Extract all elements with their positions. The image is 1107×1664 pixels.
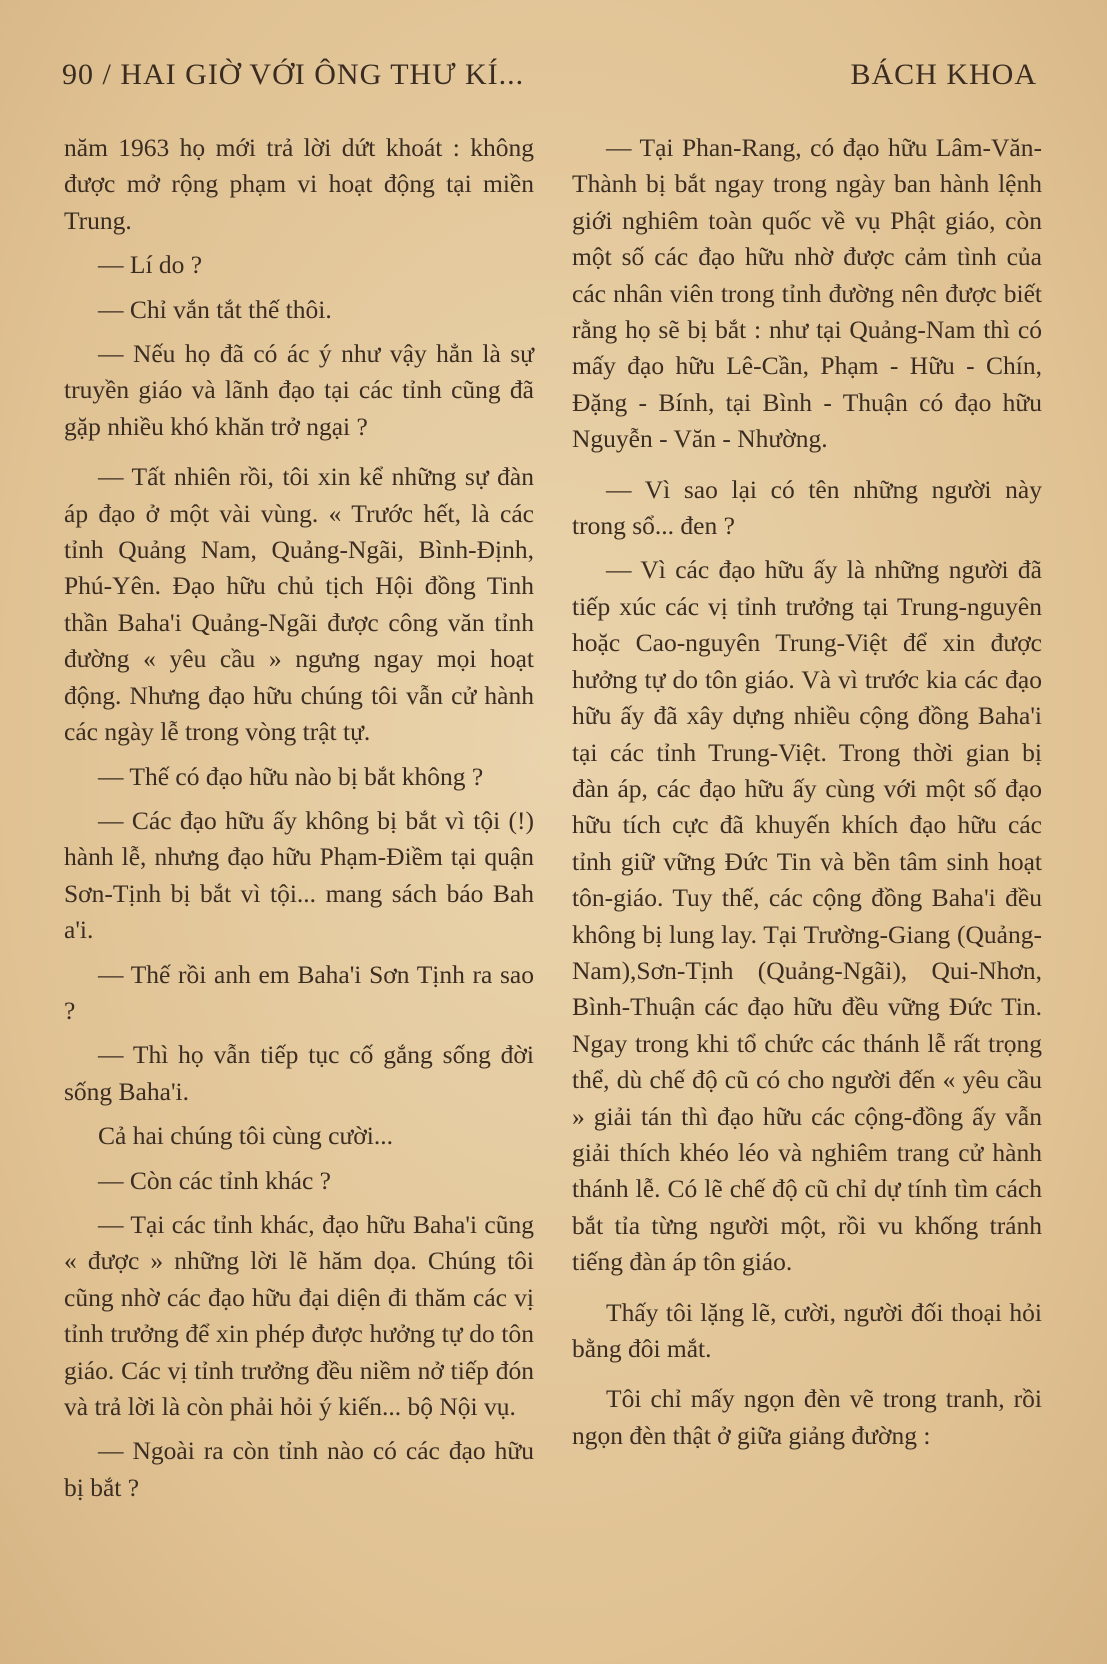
left-column xyxy=(64,130,534,1506)
paragraph: — Thì họ vẫn tiếp tục cố gắng sống đời sống Baha'i. xyxy=(64,1040,534,1106)
paragraph: năm 1963 họ mới trả lời dứt khoát : không được mở rộng phạm vi hoạt động tại miền Trung. xyxy=(64,133,534,235)
magazine-name: BÁCH KHOA xyxy=(850,58,1037,91)
paragraph: — Còn các tỉnh khác ? xyxy=(98,1165,331,1195)
paragraph: — Lí do ? xyxy=(98,250,203,280)
paragraph: — Tất nhiên rồi, tôi xin kể những sự đàn áp đạo ở một vài vùng. « Trước hết, là các tỉnh Quảng Nam, Quảng-Ngãi, Bình-Định, Phú-Yên. Đạo hữu chủ tịch Hội đồng Tinh thần Baha'i Quảng-Ngãi được công văn tỉnh đường « yêu cầu » ngưng ngay mọi hoạt động. Nhưng đạo hữu chúng tôi vẫn cử hành các ngày lễ trong vòng trật tự. xyxy=(64,462,534,747)
paragraph: — Thế rồi anh em Baha'i Sơn Tịnh ra sao ? xyxy=(64,959,534,1025)
paragraph: — Nếu họ đã có ác ý như vậy hẳn là sự truyền giáo và lãnh đạo tại các tỉnh cũng đã gặp nhiều khó khăn trở ngại ? xyxy=(64,339,534,441)
right-column xyxy=(572,130,1042,1454)
running-title: 90 / HAI GIỜ VỚI ÔNG THƯ KÍ... xyxy=(62,58,525,91)
page-header xyxy=(62,58,1037,104)
paragraph: — Ngoài ra còn tỉnh nào có các đạo hữu bị bắt ? xyxy=(64,1436,534,1502)
paragraph: — Vì các đạo hữu ấy là những người đã tiếp xúc các vị tỉnh trưởng tại Trung-nguyên hoặc Cao-nguyên Trung-Việt để xin được hưởng tự do tôn giáo. Và vì trước kia các đạo hữu ấy đã xây dựng nhiều cộng đồng Baha'i tại các tỉnh Trung-Việt. Trong thời gian bị đàn áp, các đạo hữu ấy cùng với một số đạo hữu tích cực đã khuyến khích đạo hữu các tỉnh giữ vững Đức Tin và bền tâm sinh hoạt tôn-giáo. Tuy thế, các cộng đồng Baha'i đều không bị lung lay. Tại Trường-Giang (Quảng-Nam),Sơn-Tịnh (Quảng-Ngãi), Qui-Nhơn, Bình-Thuận các đạo hữu đều vững Đức Tin. Ngay trong khi tổ chức các thánh lễ rất trọng thể, dù chế độ cũ có cho người đến « yêu cầu » giải tán thì đạo hữu các cộng-đồng ấy vẫn giải thích khéo léo và nghiêm trang cử hành thánh lễ. Có lẽ chế độ cũ chỉ dự tính tìm cách bắt tỉa từng người một, rồi vu khống tránh tiếng đàn áp tôn giáo. xyxy=(572,555,1042,1277)
paragraph: Cả hai chúng tôi cùng cười... xyxy=(98,1121,393,1151)
paragraph: — Các đạo hữu ấy không bị bắt vì tội (!) hành lễ, nhưng đạo hữu Phạm-Điềm tại quận Sơn-Tịnh bị bắt vì tội... mang sách báo Bah a'i. xyxy=(64,805,534,945)
paragraph: — Tại các tỉnh khác, đạo hữu Baha'i cũng « được » những lời lẽ hăm dọa. Chúng tôi cũng nhờ các đạo hữu đại diện đi thăm các vị tỉnh trưởng để xin phép được hưởng tự do tôn giáo. Các vị tỉnh trưởng đều niềm nở tiếp đón và trả lời là còn phải hỏi ý kiến... bộ Nội vụ. xyxy=(64,1209,534,1421)
paragraph: — Vì sao lại có tên những người này trong sổ... đen ? xyxy=(572,474,1042,541)
paragraph: Tôi chỉ mấy ngọn đèn vẽ trong tranh, rồi ngọn đèn thật ở giữa giảng đường : xyxy=(572,1384,1042,1450)
paragraph: — Thế có đạo hữu nào bị bắt không ? xyxy=(98,761,484,791)
paragraph: Thấy tôi lặng lẽ, cười, người đối thoại hỏi bằng đôi mắt. xyxy=(572,1297,1042,1363)
paragraph: — Chỉ vắn tắt thế thôi. xyxy=(98,294,332,324)
paragraph: — Tại Phan-Rang, có đạo hữu Lâm-Văn-Thành bị bắt ngay trong ngày ban hành lệnh giới nghiêm toàn quốc về vụ Phật giáo, còn một số các đạo hữu nhờ được cảm tình của các nhân viên trong tỉnh đường nên được biết rằng họ sẽ bị bắt : như tại Quảng-Nam thì có mấy đạo hữu Lê-Cần, Phạm - Hữu - Chín, Đặng - Bính, tại Bình - Thuận có đạo hữu Nguyễn - Văn - Nhường. xyxy=(572,133,1042,454)
